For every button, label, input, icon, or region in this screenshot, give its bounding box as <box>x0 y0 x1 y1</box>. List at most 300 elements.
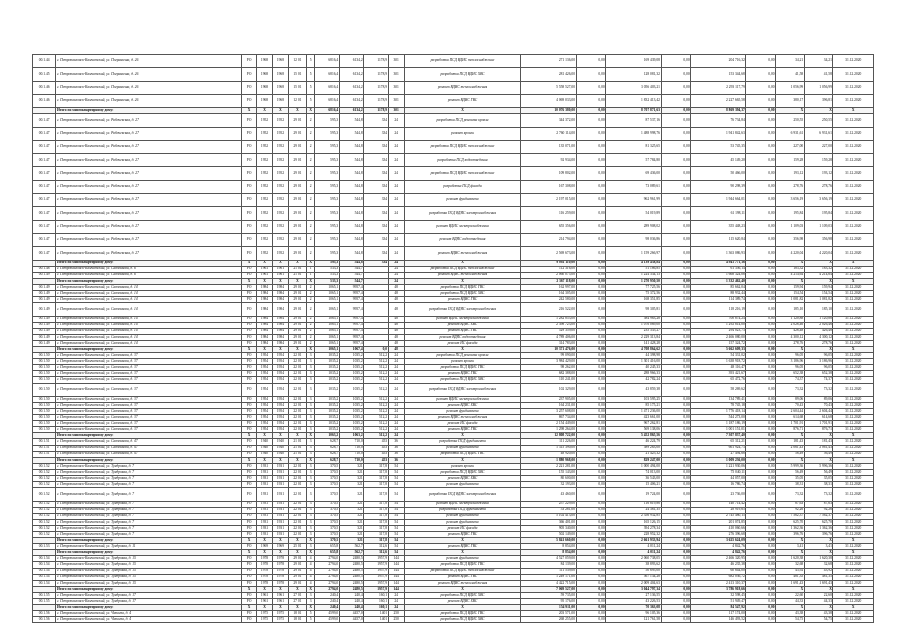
table-cell: 0,00 <box>576 127 606 140</box>
table-cell: 278,76 <box>776 340 805 346</box>
table-cell: 0,00 <box>746 266 776 272</box>
table-cell: 1954 <box>257 353 273 359</box>
table-cell: 1957,9 <box>364 562 388 568</box>
table-cell: 24 <box>388 599 404 605</box>
table-cell: Х <box>242 108 257 114</box>
table-cell: 31.12.2020 <box>833 469 874 475</box>
table-cell: 905 340,00 <box>521 525 576 531</box>
table-cell: 22 01 <box>288 519 306 525</box>
table-cell: 2 367 118,00 <box>521 278 576 284</box>
table-cell: 4 139 438,84 <box>606 260 661 266</box>
table-cell: 9957,4 <box>339 328 363 334</box>
table-cell: 29 01 <box>288 303 306 316</box>
table-cell: Х <box>257 433 273 439</box>
table-cell: 2 <box>306 154 314 167</box>
table-cell: 334 <box>364 154 388 167</box>
table-cell: РО <box>242 180 257 193</box>
table-cell: г. Петропавловск-Камчатский, ул. Чапаева, д. 4 <box>56 617 242 623</box>
table-cell: 144 <box>388 574 404 580</box>
table-row <box>33 207 874 220</box>
table-cell: 628,7 <box>315 445 339 451</box>
table-cell: 2 229 313,84 <box>606 334 661 340</box>
table-cell: 0,00 <box>576 247 606 260</box>
table-cell: разработка ПСД ВДИС электроснабжения <box>404 488 521 501</box>
table-cell: 710,0 <box>339 451 363 457</box>
table-cell: 1957,9 <box>364 586 388 592</box>
table-cell: 1954 <box>272 396 288 402</box>
table-cell: 24 <box>388 592 404 598</box>
table-cell: 153 344,68 <box>691 68 746 81</box>
table-cell: ремонт ВДИС ГВС <box>404 427 521 433</box>
table-body <box>33 55 874 623</box>
table-cell: 193,12 <box>804 167 833 180</box>
table-cell: 5 662 609,33 <box>691 346 746 352</box>
table-cell: 544,8 <box>339 260 363 266</box>
table-cell: РО <box>242 365 257 371</box>
table-cell: 1952 <box>272 207 288 220</box>
table-cell: 1 363 086,93 <box>691 247 746 260</box>
table-cell: 3 <box>306 377 314 383</box>
table-cell: 74 013,00 <box>606 469 661 475</box>
table-cell: 0,00 <box>661 297 691 303</box>
table-cell: 54 <box>388 532 404 538</box>
table-cell: 31.12.2020 <box>833 68 874 81</box>
table-cell: 159,94 <box>776 284 805 290</box>
table-cell: 655 356,00 <box>521 220 576 233</box>
table-cell: Х <box>288 260 306 266</box>
table-cell: 24 <box>388 220 404 233</box>
table-cell: РО <box>242 194 257 207</box>
table-cell: 22 01 <box>288 359 306 365</box>
table-cell: 321 <box>339 513 363 519</box>
table-cell: 544,8 <box>339 154 363 167</box>
table-cell: 144 <box>388 586 404 592</box>
table-cell: г. Петропавловск-Камчатский, ул. Савченкова, д. 37 <box>56 415 242 421</box>
table-cell: 1978 <box>272 568 288 574</box>
table-cell: 31.12.2020 <box>833 316 874 322</box>
table-cell: РО <box>242 580 257 586</box>
table-cell: 0,00 <box>746 439 776 445</box>
table-cell: 00.1.52 <box>33 482 56 488</box>
table-cell: 1952 <box>272 167 288 180</box>
table-cell: 0,00 <box>661 568 691 574</box>
table-cell: 4599,0 <box>315 611 339 617</box>
table-cell: Х <box>242 457 257 463</box>
table-cell: 22 01 <box>288 396 306 402</box>
table-cell: 3 <box>306 525 314 531</box>
table-cell: 0,00 <box>661 278 691 284</box>
table-cell: 159,94 <box>804 284 833 290</box>
table-cell: 00.1.50 <box>33 359 56 365</box>
table-cell: 84 547,92 <box>691 605 746 611</box>
table-cell: 22 01 <box>288 488 306 501</box>
table-cell: 370,5 <box>315 507 339 513</box>
table-cell: ремонт ВДИС ГВС <box>404 544 521 550</box>
table-cell: разработка ПСД ВДИС ГВС <box>404 611 521 617</box>
table-cell: ремонт ВДИС водоотведения <box>404 334 521 340</box>
table-cell: 0,00 <box>576 586 606 592</box>
table-cell: Х <box>257 586 273 592</box>
table-cell: 61 356,14 <box>691 266 746 272</box>
table-cell: 876,71 <box>776 427 805 433</box>
table-cell: 1954 <box>257 383 273 396</box>
table-cell: г. Петропавловск-Камчатский, ул. Рабочевская, д. 27 <box>56 140 242 153</box>
table-cell: 4 300,12 <box>804 334 833 340</box>
table-cell: Х <box>306 278 314 284</box>
table-cell: 2 <box>306 322 314 328</box>
table-cell: РО <box>242 451 257 457</box>
table-cell: 3 <box>306 544 314 550</box>
table-cell: 4599,0 <box>315 617 339 623</box>
table-row <box>33 303 874 316</box>
table-cell: 121 761,58 <box>606 617 661 623</box>
table-cell: 29 01 <box>288 334 306 340</box>
table-cell: Х <box>404 278 521 284</box>
table-cell: г. Петропавловск-Камчатский, ул. Чапаева, д. 4 <box>56 611 242 617</box>
table-cell: 2 293 117,79 <box>691 81 746 94</box>
table-cell: 2 <box>306 303 314 316</box>
table-cell: 370,5 <box>315 469 339 475</box>
table-cell: 544,8 <box>339 247 363 260</box>
table-row <box>33 194 874 207</box>
table-cell: 2 <box>306 194 314 207</box>
table-cell: 0,00 <box>661 402 691 408</box>
table-cell: РО <box>242 371 257 377</box>
table-cell: 160,1 <box>364 605 388 611</box>
table-cell: 710,0 <box>339 457 363 463</box>
table-cell: разработка ПСД ремонта кровли <box>404 353 521 359</box>
table-cell: 54 <box>388 488 404 501</box>
table-cell: 0,00 <box>746 220 776 233</box>
table-cell: 22 01 <box>288 365 306 371</box>
table-cell: 24 <box>388 383 404 396</box>
table-cell: 22 01 <box>288 415 306 421</box>
table-cell: 162 997,00 <box>521 284 576 290</box>
table-cell: 00.1.54 <box>33 580 56 586</box>
table-cell: 2 745 480,15 <box>691 513 746 519</box>
table-cell: 533,3 <box>315 272 339 278</box>
table-cell: 0,00 <box>746 513 776 519</box>
table-cell: 1984 <box>257 303 273 316</box>
table-cell: 240,4 <box>339 605 363 611</box>
table-cell: 38,31 <box>804 482 833 488</box>
table-cell: 0,00 <box>661 303 691 316</box>
table-cell: 31.12.2020 <box>833 574 874 580</box>
table-cell: 655,8 <box>315 550 339 556</box>
table-cell: Итого по многоквартирному дому: <box>56 260 242 266</box>
table-cell: РО <box>242 94 257 107</box>
table-cell: 4 214,64 <box>804 272 833 278</box>
table-cell: 0,00 <box>576 291 606 297</box>
table-cell: 0,00 <box>746 544 776 550</box>
table-cell: 22 01 <box>288 463 306 469</box>
table-cell: 0,00 <box>576 538 606 544</box>
table-cell: 31.12.2020 <box>833 359 874 365</box>
table-cell: г. Петропавловск-Камчатский, ул. Погранична, д. 26 <box>56 81 242 94</box>
table-cell: 31.12.2020 <box>833 580 874 586</box>
table-cell: 1940 <box>272 445 288 451</box>
table-cell: 103 595,25 <box>606 396 661 402</box>
table-cell: 34,21 <box>776 55 805 68</box>
table-cell: 48 <box>388 334 404 340</box>
table-cell: Х <box>306 538 314 544</box>
table-cell: 0,00 <box>746 81 776 94</box>
table-cell: 96,05 <box>804 353 833 359</box>
table-cell: 2 760 114,00 <box>521 127 576 140</box>
table-cell: г. Петропавловск-Камчатский, ул. Рабочевская, д. 27 <box>56 167 242 180</box>
table-cell: Х <box>288 550 306 556</box>
table-cell: 0,00 <box>576 371 606 377</box>
table-cell: 1984 <box>272 328 288 334</box>
table-cell: РО <box>242 519 257 525</box>
table-cell: 0,00 <box>661 611 691 617</box>
table-cell: 0,00 <box>576 81 606 94</box>
table-cell: 89,06 <box>776 396 805 402</box>
table-cell: 312,6 <box>364 544 388 550</box>
table-cell: 48 <box>388 322 404 328</box>
table-cell: 0,00 <box>746 396 776 402</box>
table-cell: 87 537,16 <box>606 114 661 127</box>
table-cell: 00.1.50 <box>33 415 56 421</box>
table-cell: 1952 <box>257 180 273 193</box>
table-cell: 1984 <box>257 322 273 328</box>
table-cell: 1952 <box>272 140 288 153</box>
table-cell: г. Петропавловск-Камчатский, ул. Тундровая, д. 15 <box>56 568 242 574</box>
table-cell: 29 01 <box>288 220 306 233</box>
table-cell: 5 841 660,00 <box>521 538 576 544</box>
table-cell: г. Петропавловск-Камчатский, ул. Савченкова, д. 37 <box>56 427 242 433</box>
table-cell: Х <box>804 586 833 592</box>
table-cell: г. Петропавловск-Камчатский, ул. Тундровая, д. 7 <box>56 519 242 525</box>
table-cell: 0,00 <box>746 154 776 167</box>
table-cell: РО <box>242 303 257 316</box>
table-cell: 29 01 <box>288 284 306 290</box>
table-cell: Х <box>833 278 874 284</box>
table-cell: г. Петропавловск-Камчатский, ул. Савченкова, д. 14 <box>56 340 242 346</box>
table-cell: 0,00 <box>746 574 776 580</box>
table-cell: 214 794,00 <box>521 233 576 246</box>
table-cell: 27 494,68 <box>691 451 746 457</box>
table-cell: 595,3 <box>315 180 339 193</box>
table-cell: 1978 <box>272 574 288 580</box>
table-cell: 0,00 <box>746 519 776 525</box>
table-cell: 24 <box>388 114 404 127</box>
table-cell: 1952 <box>257 140 273 153</box>
table-cell: РО <box>242 592 257 598</box>
table-cell: 1065,1 <box>315 284 339 290</box>
table-cell: 1954 <box>257 365 273 371</box>
table-cell: 0,00 <box>576 353 606 359</box>
table-cell: Х <box>306 346 314 352</box>
table-cell: 22 01 <box>288 402 306 408</box>
table-cell: 1975 <box>272 611 288 617</box>
table-cell: 2 569 673,00 <box>521 247 576 260</box>
table-cell: 321 <box>339 482 363 488</box>
table-cell: 1 224 334,13 <box>606 272 661 278</box>
table-cell: 0,00 <box>661 194 691 207</box>
table-cell: 164 305,00 <box>521 291 576 297</box>
table-cell: 29 01 <box>288 291 306 297</box>
table-cell: разработка ПСД ВДИС ХВС <box>404 592 521 598</box>
table-cell: 31.12.2020 <box>833 371 874 377</box>
table-cell: Х <box>242 260 257 266</box>
table-cell: 1968 <box>272 68 288 81</box>
table-cell: 301 <box>388 108 404 114</box>
table-cell: 1978 <box>257 568 273 574</box>
table-cell: 135 071,00 <box>521 140 576 153</box>
table-cell: 4 300,12 <box>776 334 805 340</box>
table-cell: 112 316,00 <box>521 266 576 272</box>
table-cell: Итого по многоквартирному дому: <box>56 586 242 592</box>
table-cell: РО <box>242 55 257 68</box>
table-cell: 268 255,00 <box>521 617 576 623</box>
table-cell: 334 <box>364 127 388 140</box>
table-cell: 0,00 <box>746 127 776 140</box>
table-cell: ремонт ВДИС теплоснабжения <box>404 415 521 421</box>
table-cell: 00.1.46 <box>33 94 56 107</box>
table-cell: 1178,9 <box>364 94 388 107</box>
table-cell: 0,00 <box>661 617 691 623</box>
table-cell: 31.12.2020 <box>833 167 874 180</box>
table-cell: 0,00 <box>746 482 776 488</box>
table-cell: 31.12.2020 <box>833 303 874 316</box>
table-cell: 0,00 <box>576 507 606 513</box>
table-cell: 1961 <box>272 272 288 278</box>
table-cell: 1063,2 <box>339 433 363 439</box>
table-cell: 29 01 <box>288 233 306 246</box>
table-cell: 1931 <box>272 519 288 525</box>
table-cell: 1961 <box>257 266 273 272</box>
table-cell: 4 <box>306 574 314 580</box>
table-cell: 0,00 <box>576 562 606 568</box>
table-cell: 0,00 <box>661 476 691 482</box>
table-cell: 1978 <box>257 556 273 562</box>
table-cell: 15 01 <box>288 68 306 81</box>
table-cell: РО <box>242 272 257 278</box>
table-cell: 544,8 <box>339 207 363 220</box>
table-cell: 74,37 <box>804 377 833 383</box>
table-cell: 682 388,00 <box>521 371 576 377</box>
table-cell: 24 <box>388 396 404 402</box>
table-cell: 44,33 <box>804 599 833 605</box>
table-cell: 36 <box>388 457 404 463</box>
table-cell: 1178,9 <box>364 55 388 68</box>
table-cell: 32 193,00 <box>521 482 576 488</box>
table-cell: ремонт фундамента <box>404 194 521 207</box>
table-cell: 29 01 <box>288 154 306 167</box>
table-cell: 317,8 <box>364 476 388 482</box>
table-cell: 0,00 <box>746 365 776 371</box>
table-cell: 0,00 <box>576 568 606 574</box>
table-cell: 1065,1 <box>315 316 339 322</box>
table-cell: 1954 <box>272 377 288 383</box>
table-cell: 1 668 324,08 <box>691 272 746 278</box>
table-cell: 22 01 <box>288 469 306 475</box>
table-cell: 321 <box>339 538 363 544</box>
table-cell: 1984 <box>272 303 288 316</box>
table-cell: 1065,1 <box>315 346 339 352</box>
table-cell: 4 214,64 <box>776 272 805 278</box>
table-cell: 0,00 <box>661 433 691 439</box>
table-cell: 1 <box>306 266 314 272</box>
table-cell: 0,00 <box>746 562 776 568</box>
table-cell: г. Петропавловск-Камчатский, ул. Савченкова, д. 47 <box>56 439 242 445</box>
table-cell: г. Петропавловск-Камчатский, ул. Савченкова, д. 47 <box>56 451 242 457</box>
table-cell: 31.12.2020 <box>833 81 874 94</box>
table-cell: РО <box>242 409 257 415</box>
table-cell: 0,00 <box>576 592 606 598</box>
table-cell: 00.1.52 <box>33 507 56 513</box>
table-cell: 1984 <box>272 284 288 290</box>
table-cell: РО <box>242 316 257 322</box>
table-cell: разработка ПСД ВДИС ХВС <box>404 291 521 297</box>
table-cell: 250 <box>388 617 404 623</box>
table-cell: ремонт ВДИС ГВС <box>404 94 521 107</box>
table-cell: 1035,2 <box>339 371 363 377</box>
table-cell: 201 074,85 <box>691 519 746 525</box>
table-cell: Х <box>257 605 273 611</box>
table-cell: РО <box>242 291 257 297</box>
table-cell: 1035,2 <box>315 371 339 377</box>
table-cell: г. Петропавловск-Камчатский, ул. Савченкова, д. 37 <box>56 353 242 359</box>
table-cell: 00.1.47 <box>33 154 56 167</box>
table-cell: 2794,0 <box>315 556 339 562</box>
table-cell: 54 331,02 <box>691 353 746 359</box>
table-cell: 0,00 <box>746 291 776 297</box>
table-cell: 00.1.50 <box>33 396 56 402</box>
table-cell: 29 01 <box>288 114 306 127</box>
table-row <box>33 114 874 127</box>
table-cell: 652,38 <box>804 371 833 377</box>
table-cell: ремонт ВДИС ХВС <box>404 402 521 408</box>
table-cell: 278,76 <box>804 340 833 346</box>
table-cell: г. Петропавловск-Камчатский, ул. Тундровая, д. 7 <box>56 476 242 482</box>
table-cell: 1931 <box>257 501 273 507</box>
table-cell: ремонт ВДИС электроснабжения <box>404 220 521 233</box>
table-cell: 3 <box>306 592 314 598</box>
table-cell: 216 522,00 <box>521 303 576 316</box>
table-cell: 317,8 <box>364 469 388 475</box>
table-cell: 1968 <box>257 55 273 68</box>
table-cell: 1 701,91 <box>776 421 805 427</box>
table-cell: Х <box>242 538 257 544</box>
table-cell: РО <box>242 207 257 220</box>
table-cell: 29 01 <box>288 580 306 586</box>
table-cell: ремонт ВДИС ГВС <box>404 328 521 334</box>
table-cell: 240,4 <box>339 599 363 605</box>
table-cell: 24 <box>388 605 404 611</box>
table-cell: ремонт фундамента <box>404 556 521 562</box>
table-cell: РО <box>242 562 257 568</box>
table-cell: 73,32 <box>776 383 805 396</box>
table-cell: 0,00 <box>746 167 776 180</box>
table-cell: 203 571,00 <box>521 611 576 617</box>
table-cell: 321 <box>339 488 363 501</box>
table-cell: 31.12.2020 <box>833 114 874 127</box>
table-cell: 0,00 <box>746 55 776 68</box>
table-cell: 0,00 <box>746 180 776 193</box>
table-cell: Х <box>272 457 288 463</box>
table-cell: 301 <box>388 94 404 107</box>
table-cell: 15 406,21 <box>606 482 661 488</box>
table-cell: Х <box>804 433 833 439</box>
table-cell: 00.1.52 <box>33 519 56 525</box>
table-cell: 396,76 <box>804 532 833 538</box>
table-cell: 204 716,32 <box>691 55 746 68</box>
table-cell: РО <box>242 297 257 303</box>
table-cell: 314 783,00 <box>521 340 576 346</box>
table-cell: разработка ПСД фасада <box>404 180 521 193</box>
